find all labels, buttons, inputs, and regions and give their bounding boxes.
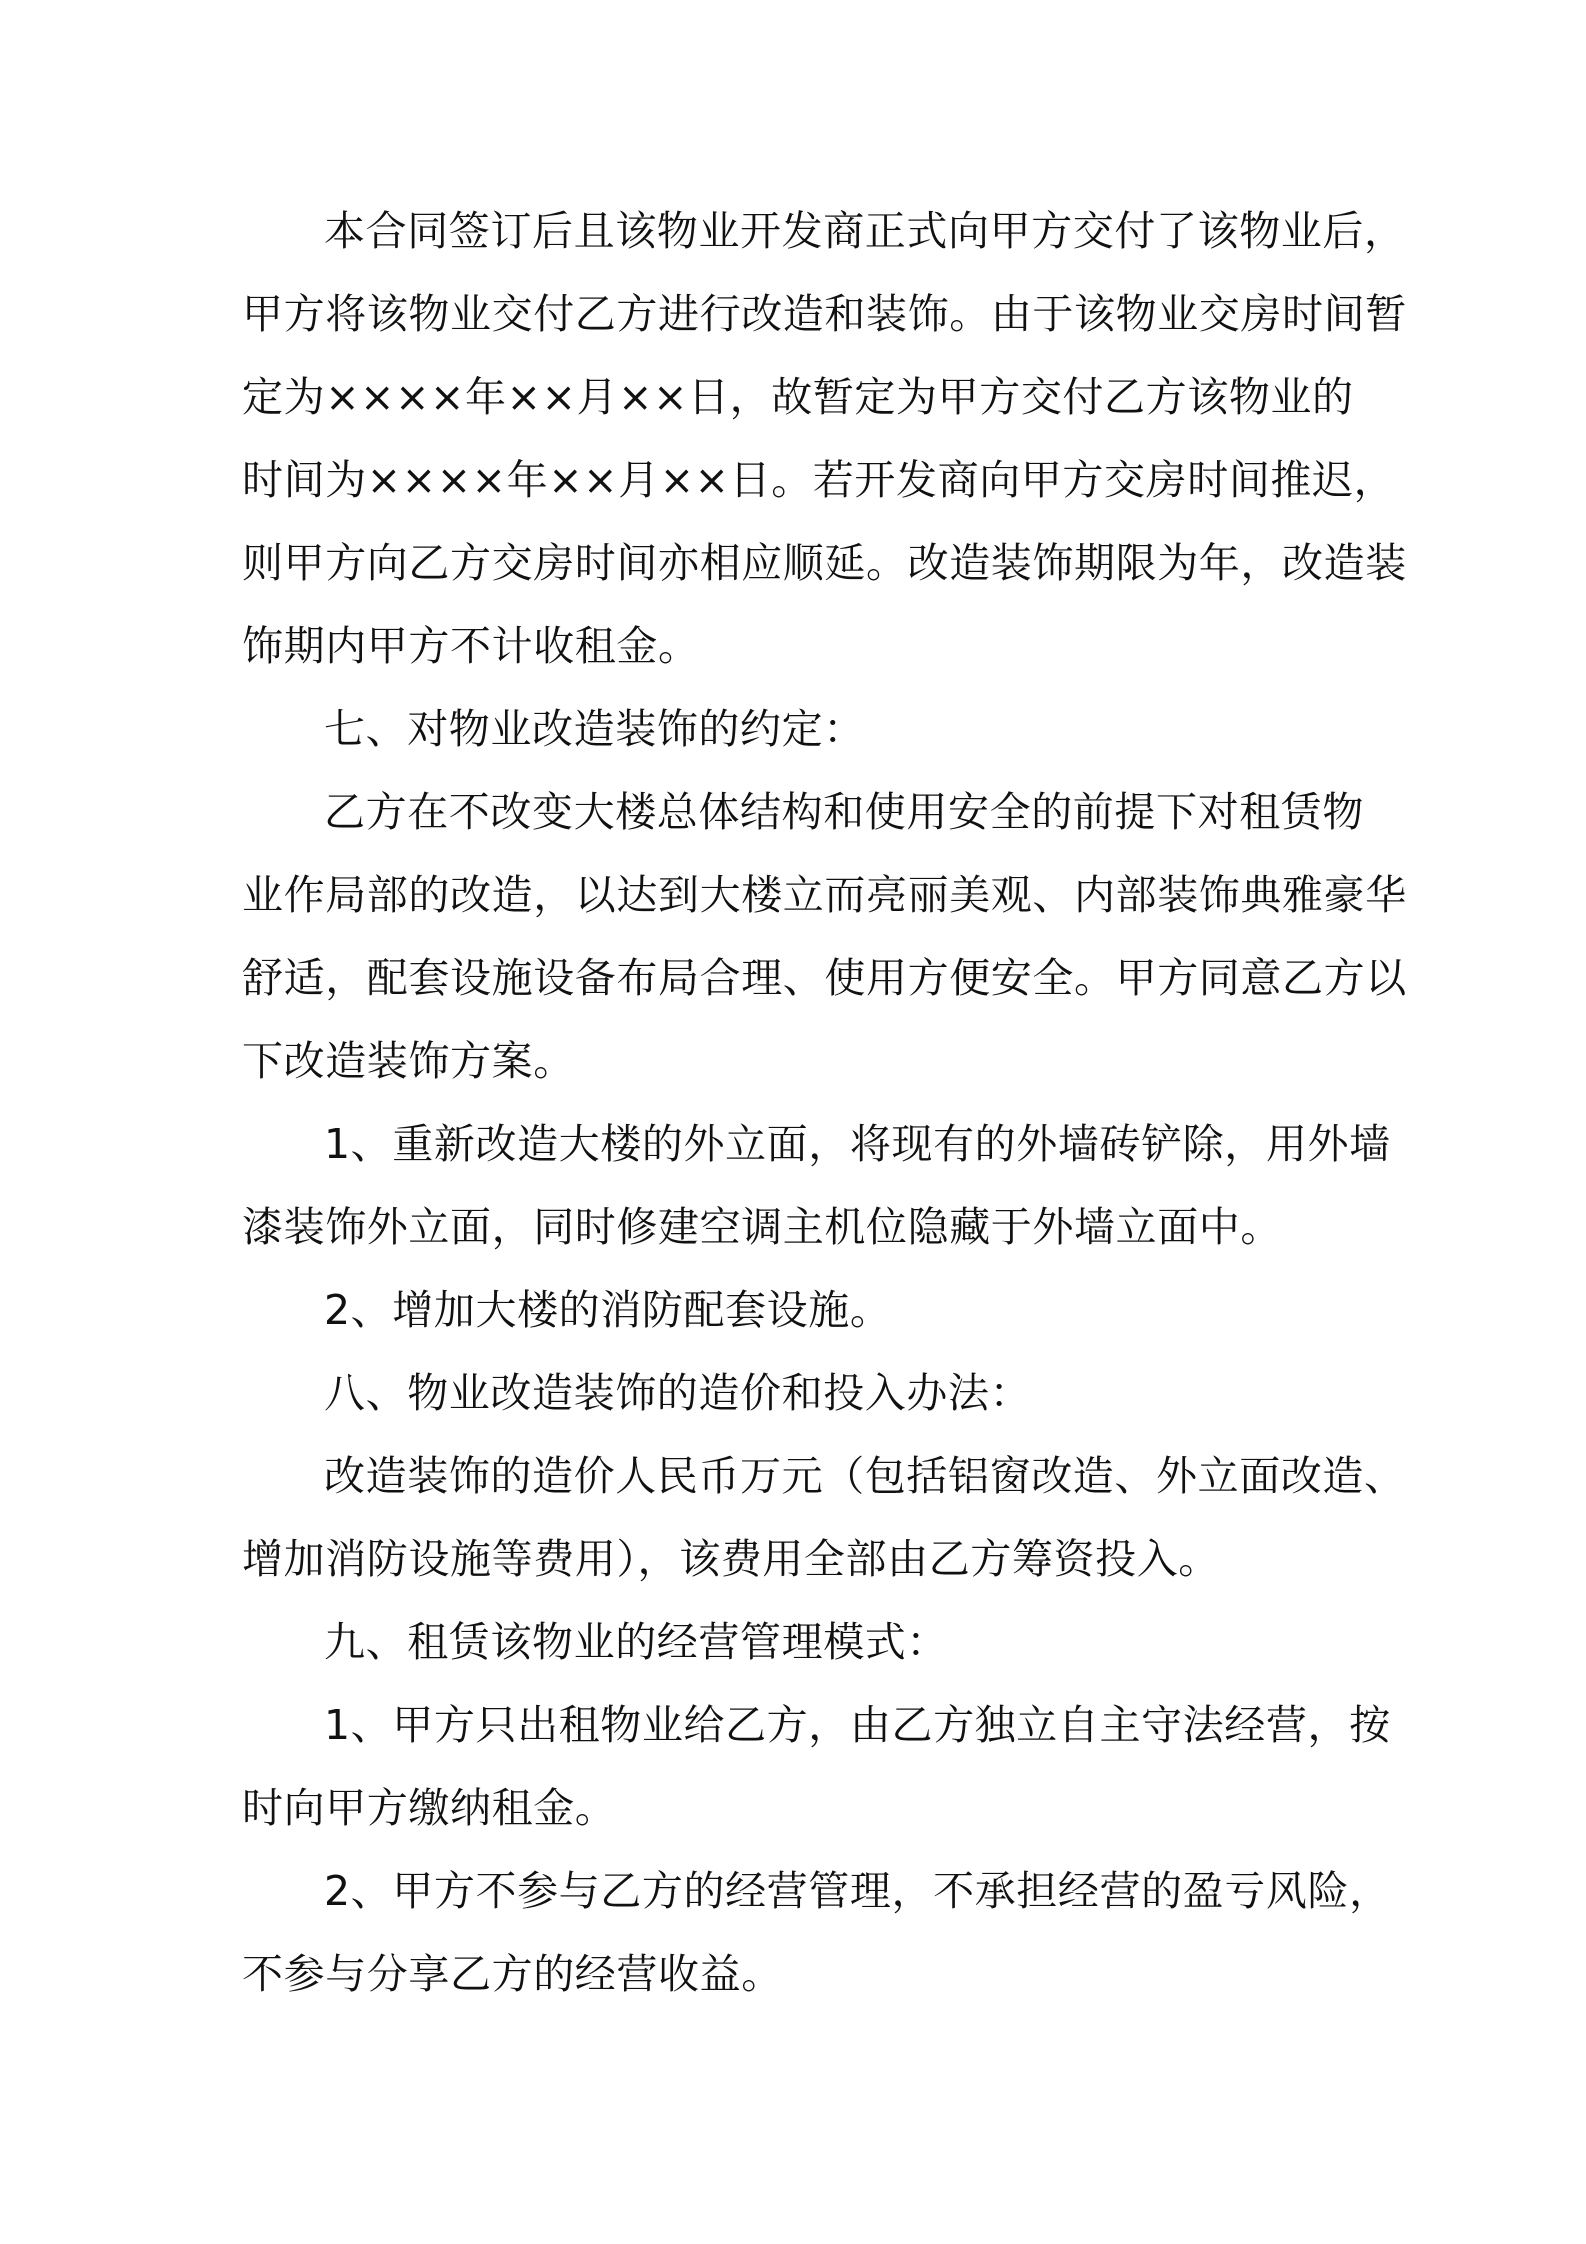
text-line: 2、甲方不参与乙方的经营管理，不承担经营的盈亏风险， <box>324 1867 1391 1915</box>
text-line: 不参与分享乙方的经营收益。 <box>242 1950 783 1998</box>
section-heading: 九、租赁该物业的经营管理模式： <box>324 1618 948 1666</box>
text-line: 1、甲方只出租物业给乙方，由乙方独立自主守法经营，按 <box>324 1701 1391 1749</box>
paragraph-delivery-terms <box>242 190 1407 688</box>
section-heading-9 <box>242 1601 1362 1684</box>
paragraph-renovation-scope <box>242 771 1407 1103</box>
section-heading: 八、物业改造装饰的造价和投入办法： <box>324 1369 1032 1417</box>
document-body <box>242 190 1407 2016</box>
text-line: 甲方将该物业交付乙方进行改造和装饰。由于该物业交房时间暂 <box>242 290 1407 338</box>
text-line: 乙方在不改变大楼总体结构和使用安全的前提下对租赁物 <box>324 788 1364 836</box>
list-item-2-management <box>242 1850 1391 2016</box>
section-heading: 七、对物业改造装饰的约定： <box>324 705 865 753</box>
list-item-1-lease <box>242 1684 1391 1850</box>
text-line: 则甲方向乙方交房时间亦相应顺延。改造装饰期限为年，改造装 <box>242 539 1407 587</box>
section-heading-8 <box>242 1352 1362 1435</box>
list-item-1-facade <box>242 1103 1391 1269</box>
text-line: 本合同签订后且该物业开发商正式向甲方交付了该物业后， <box>324 207 1406 255</box>
text-line: 饰期内甲方不计收租金。 <box>242 622 700 670</box>
paragraph-cost <box>242 1435 1406 1601</box>
text-line: 增加消防设施等费用），该费用全部由乙方筹资投入。 <box>242 1535 1220 1583</box>
text-line: 时间为××××年××月××日。若开发商向甲方交房时间推迟， <box>242 456 1396 504</box>
text-line: 漆装饰外立面，同时修建空调主机位隐藏于外墙立面中。 <box>242 1203 1282 1251</box>
text-line: 时向甲方缴纳租金。 <box>242 1784 617 1832</box>
text-line: 2、增加大楼的消防配套设施。 <box>324 1286 892 1334</box>
section-heading-7 <box>242 688 1362 771</box>
text-line: 改造装饰的造价人民币万元（包括铝窗改造、外立面改造、 <box>324 1452 1406 1500</box>
text-line: 1、重新改造大楼的外立面，将现有的外墙砖铲除，用外墙 <box>324 1120 1391 1168</box>
text-line: 舒适，配套设施设备布局合理、使用方便安全。甲方同意乙方以 <box>242 954 1407 1002</box>
text-line: 定为××××年××月××日，故暂定为甲方交付乙方该物业的 <box>242 373 1354 421</box>
list-item-2-fire <box>242 1269 1362 1352</box>
text-line: 下改造装饰方案。 <box>242 1037 575 1085</box>
text-line: 业作局部的改造，以达到大楼立而亮丽美观、内部装饰典雅豪华 <box>242 871 1407 919</box>
